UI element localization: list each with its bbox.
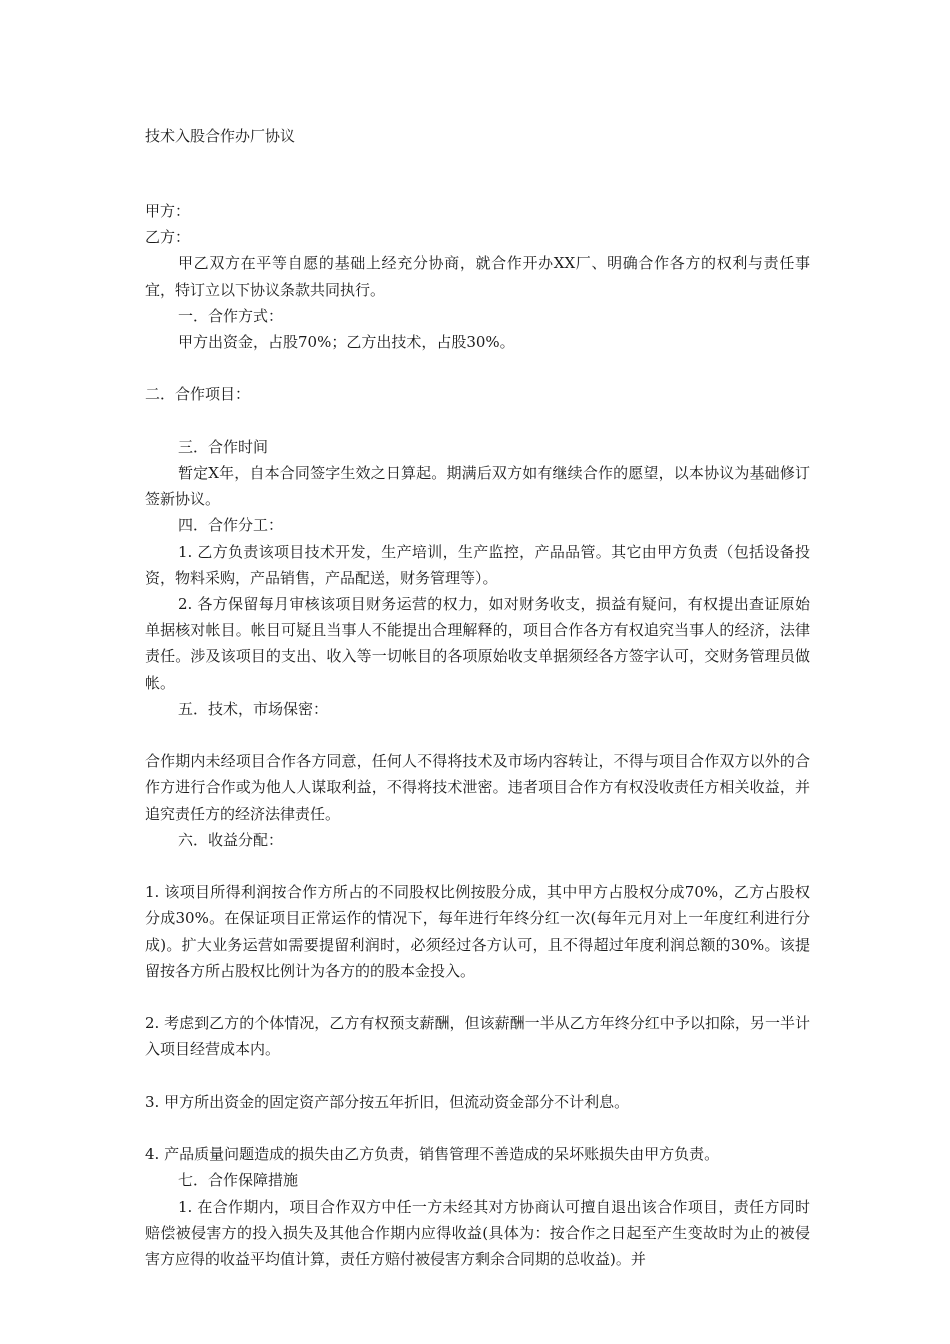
section-4-heading: 四．合作分工： xyxy=(178,516,284,535)
section-5-text: 合作期内未经项目合作各方同意，任何人不得将技术及市场内容转让，不得与项目合作双方以外的合作方进行合作或为他人人谋取利益，不得将技术泄密。违者项目合作方有权没收责任方相关收益，并追究责任方的经济法律责任。 xyxy=(145,752,810,823)
section-1-text: 甲方出资金，占股70%；乙方出技术，占股30%。 xyxy=(178,333,515,352)
spacer xyxy=(145,984,810,1010)
spacer xyxy=(145,1115,810,1141)
section-6-item-4: 4. 产品质量问题造成的损失由乙方负责，销售管理不善造成的呆坏账损失由甲方负责。 xyxy=(145,1145,720,1164)
spacer xyxy=(145,722,810,748)
section-6-item-1: 1. 该项目所得利润按合作方所占的不同股权比例按股分成，其中甲方占股权分成70%，乙方占股权分成30%。在保证项目正常运作的情况下，每年进行年终分红一次(每年元月对上一年度红利进行分成)。扩大业务运营如需要提留利润时，必须经过各方认可，且不得超过年度利润总额的30%。该提留按各方所占股权比例计为各方的的股本金投入。 xyxy=(145,883,810,980)
section-3-text: 暂定X年，自本合同签字生效之日算起。期满后双方如有继续合作的愿望，以本协议为基础修订签新协议。 xyxy=(145,464,810,509)
section-4-item-2: 2. 各方保留每月审核该项目财务运营的权力，如对财务收支，损益有疑问，有权提出查证原始单据核对帐目。帐目可疑且当事人不能提出合理解释的，项目合作各方有权追究当事人的经济，法律责任。涉及该项目的支出、收入等一切帐目的各项原始收支单据须经各方签字认可，交财务管理员做帐。 xyxy=(145,595,810,692)
section-6-heading: 六．收益分配： xyxy=(178,830,284,849)
section-7-heading: 七．合作保障措施 xyxy=(178,1171,299,1190)
document-body xyxy=(145,198,810,1272)
party-b-line: 乙方： xyxy=(145,228,191,247)
section-2-heading: 二．合作项目： xyxy=(145,385,251,404)
section-7-item-1: 1. 在合作期内，项目合作双方中任一方未经其对方协商认可擅自退出该合作项目，责任方同时赔偿被侵害方的投入损失及其他合作期内应得收益(具体为：按合作之日起至产生变故时为止的被侵害方应得的收益平均值计算，责任方赔付被侵害方剩余合同期的总收益)。并 xyxy=(145,1197,810,1269)
spacer xyxy=(145,408,810,434)
section-5-heading: 五．技术，市场保密： xyxy=(178,699,329,718)
intro-paragraph: 甲乙双方在平等自愿的基础上经充分协商，就合作开办XX厂、明确合作各方的权利与责任事宜，特订立以下协议条款共同执行。 xyxy=(145,254,810,299)
section-3-heading: 三．合作时间 xyxy=(178,437,269,456)
document-title: 技术入股合作办厂协议 xyxy=(145,127,296,145)
section-6-item-2: 2. 考虑到乙方的个体情况，乙方有权预支薪酬，但该薪酬一半从乙方年终分红中予以扣除，另一半计入项目经营成本内。 xyxy=(145,1014,810,1059)
spacer xyxy=(145,853,810,879)
section-6-item-3: 3. 甲方所出资金的固定资产部分按五年折旧，但流动资金部分不计利息。 xyxy=(145,1092,630,1111)
spacer xyxy=(145,1063,810,1089)
spacer xyxy=(145,355,810,381)
section-1-heading: 一．合作方式： xyxy=(178,306,284,325)
party-a-line: 甲方： xyxy=(145,202,191,220)
section-4-item-1: 1. 乙方负责该项目技术开发，生产培训，生产监控，产品品管。其它由甲方负责（包括设备投资，物料采购，产品销售，产品配送，财务管理等）。 xyxy=(145,542,810,587)
